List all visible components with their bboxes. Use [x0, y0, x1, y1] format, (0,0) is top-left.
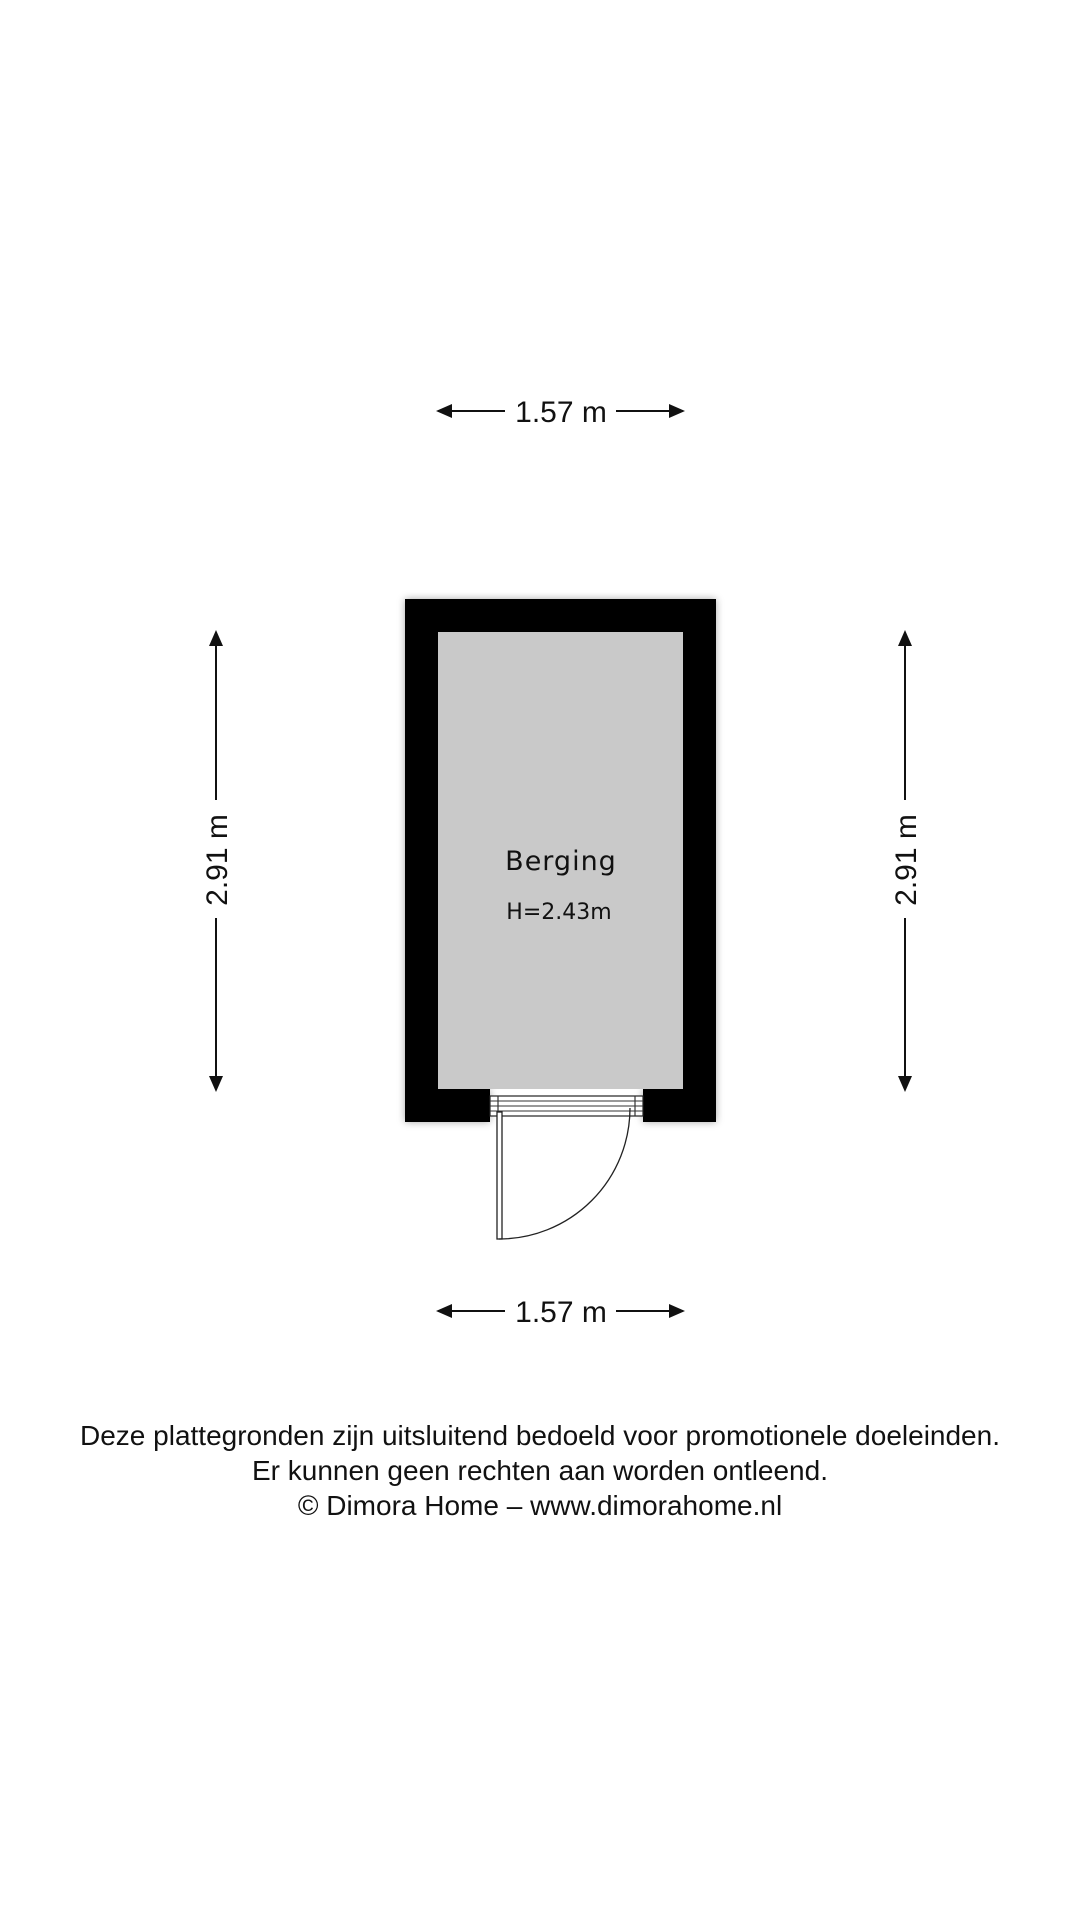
disclaimer-line-2: Er kunnen geen rechten aan worden ontleend. — [252, 1455, 828, 1486]
arrow-down-icon — [209, 1076, 223, 1092]
right-depth-label: 2.91 m — [890, 814, 923, 906]
room-berging — [405, 599, 716, 1239]
bottom-width-label: 1.57 m — [515, 1296, 607, 1329]
arrow-down-icon — [898, 1076, 912, 1092]
left-depth-dimension — [201, 630, 234, 1092]
arrow-right-icon — [669, 404, 685, 418]
arrow-up-icon — [898, 630, 912, 646]
right-depth-dimension — [890, 630, 923, 1092]
room-name: Berging — [505, 846, 617, 877]
door-frame — [490, 1096, 643, 1116]
top-width-label: 1.57 m — [515, 396, 607, 429]
top-width-dimension — [436, 396, 685, 429]
left-depth-label: 2.91 m — [201, 814, 234, 906]
bottom-width-dimension — [436, 1296, 685, 1329]
door-swing-icon — [497, 1108, 630, 1239]
arrow-left-icon — [436, 1304, 452, 1318]
arrow-left-icon — [436, 404, 452, 418]
arrow-right-icon — [669, 1304, 685, 1318]
disclaimer-line-1: Deze plattegronden zijn uitsluitend bedoeld voor promotionele doeleinden. — [80, 1420, 1000, 1451]
room-height: H=2.43m — [506, 900, 612, 925]
copyright-line: © Dimora Home – www.dimorahome.nl — [297, 1490, 783, 1521]
arrow-up-icon — [209, 630, 223, 646]
disclaimer — [0, 1418, 1080, 1523]
